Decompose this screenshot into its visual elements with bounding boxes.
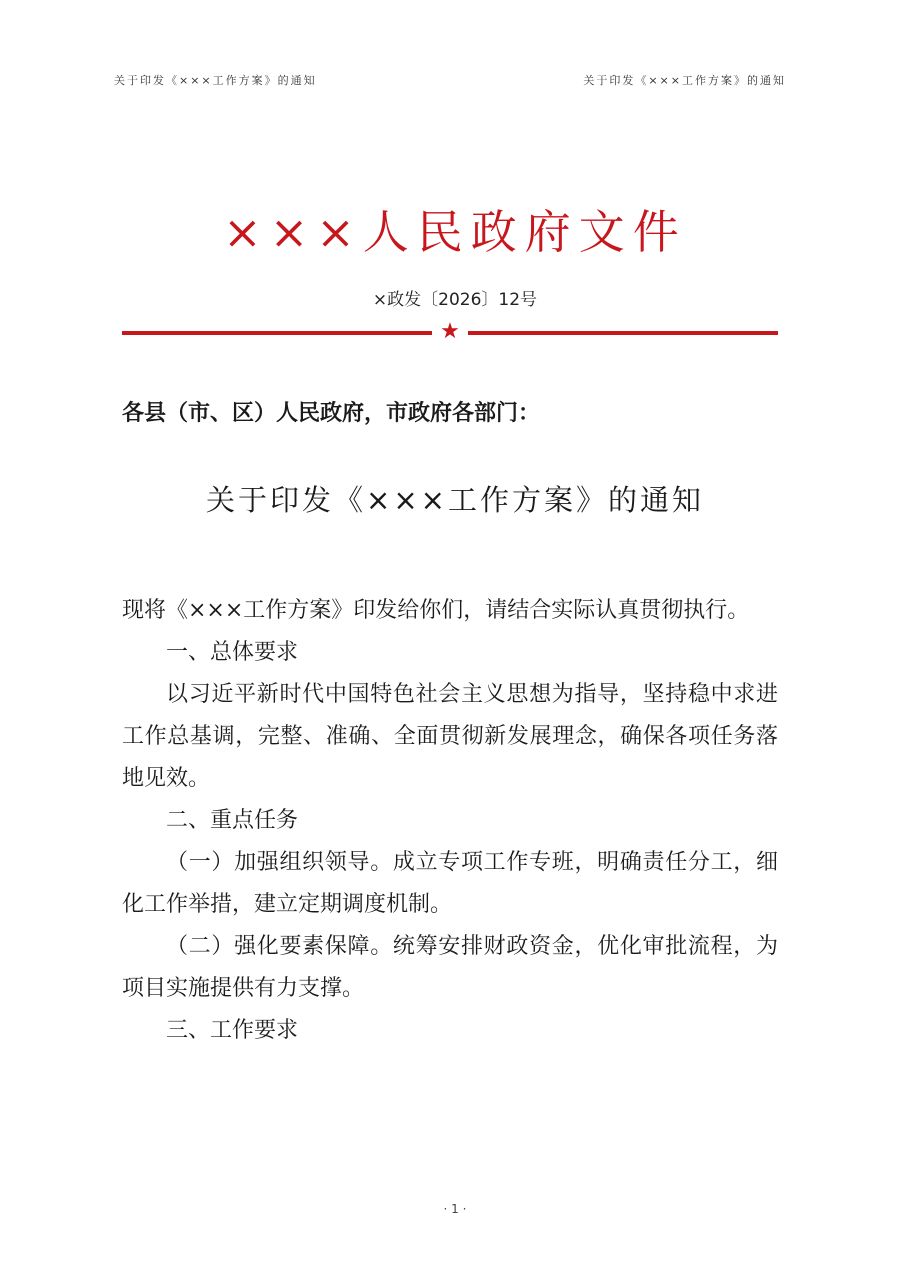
section-heading: 一、总体要求 — [166, 640, 299, 665]
document-title: ×××人民政府文件 — [223, 205, 687, 259]
running-header-left: 关于印发《×××工作方案》的通知 — [114, 74, 317, 87]
body-paragraph: （一）加强组织领导。成立专项工作专班，明确责任分工，细化工作举措，建立定期调度机制。 — [122, 850, 778, 917]
document-number: ×政发〔2026〕12号 — [372, 290, 538, 310]
running-header-right: 关于印发《×××工作方案》的通知 — [583, 74, 786, 87]
notice-title: 关于印发《×××工作方案》的通知 — [206, 483, 704, 517]
red-separator-right-bar — [468, 331, 778, 335]
section-heading: 二、重点任务 — [166, 808, 299, 833]
running-header — [0, 72, 910, 90]
body-paragraph: 现将《×××工作方案》印发给你们，请结合实际认真贯彻执行。 — [122, 598, 750, 623]
page-number: · 1 · — [443, 1202, 467, 1216]
star-icon: ★ — [440, 319, 460, 344]
body-paragraph: （二）强化要素保障。统筹安排财政资金，优化审批流程，为项目实施提供有力支撑。 — [122, 934, 778, 1001]
section-heading: 三、工作要求 — [166, 1018, 299, 1043]
red-separator — [122, 319, 778, 344]
document-body — [122, 590, 778, 1052]
body-paragraph: 以习近平新时代中国特色社会主义思想为指导，坚持稳中求进工作总基调，完整、准确、全面贯彻新发展理念，确保各项任务落地见效。 — [122, 682, 778, 791]
addressee: 各县（市、区）人民政府，市政府各部门： — [122, 400, 541, 426]
red-separator-left-bar — [122, 331, 432, 335]
